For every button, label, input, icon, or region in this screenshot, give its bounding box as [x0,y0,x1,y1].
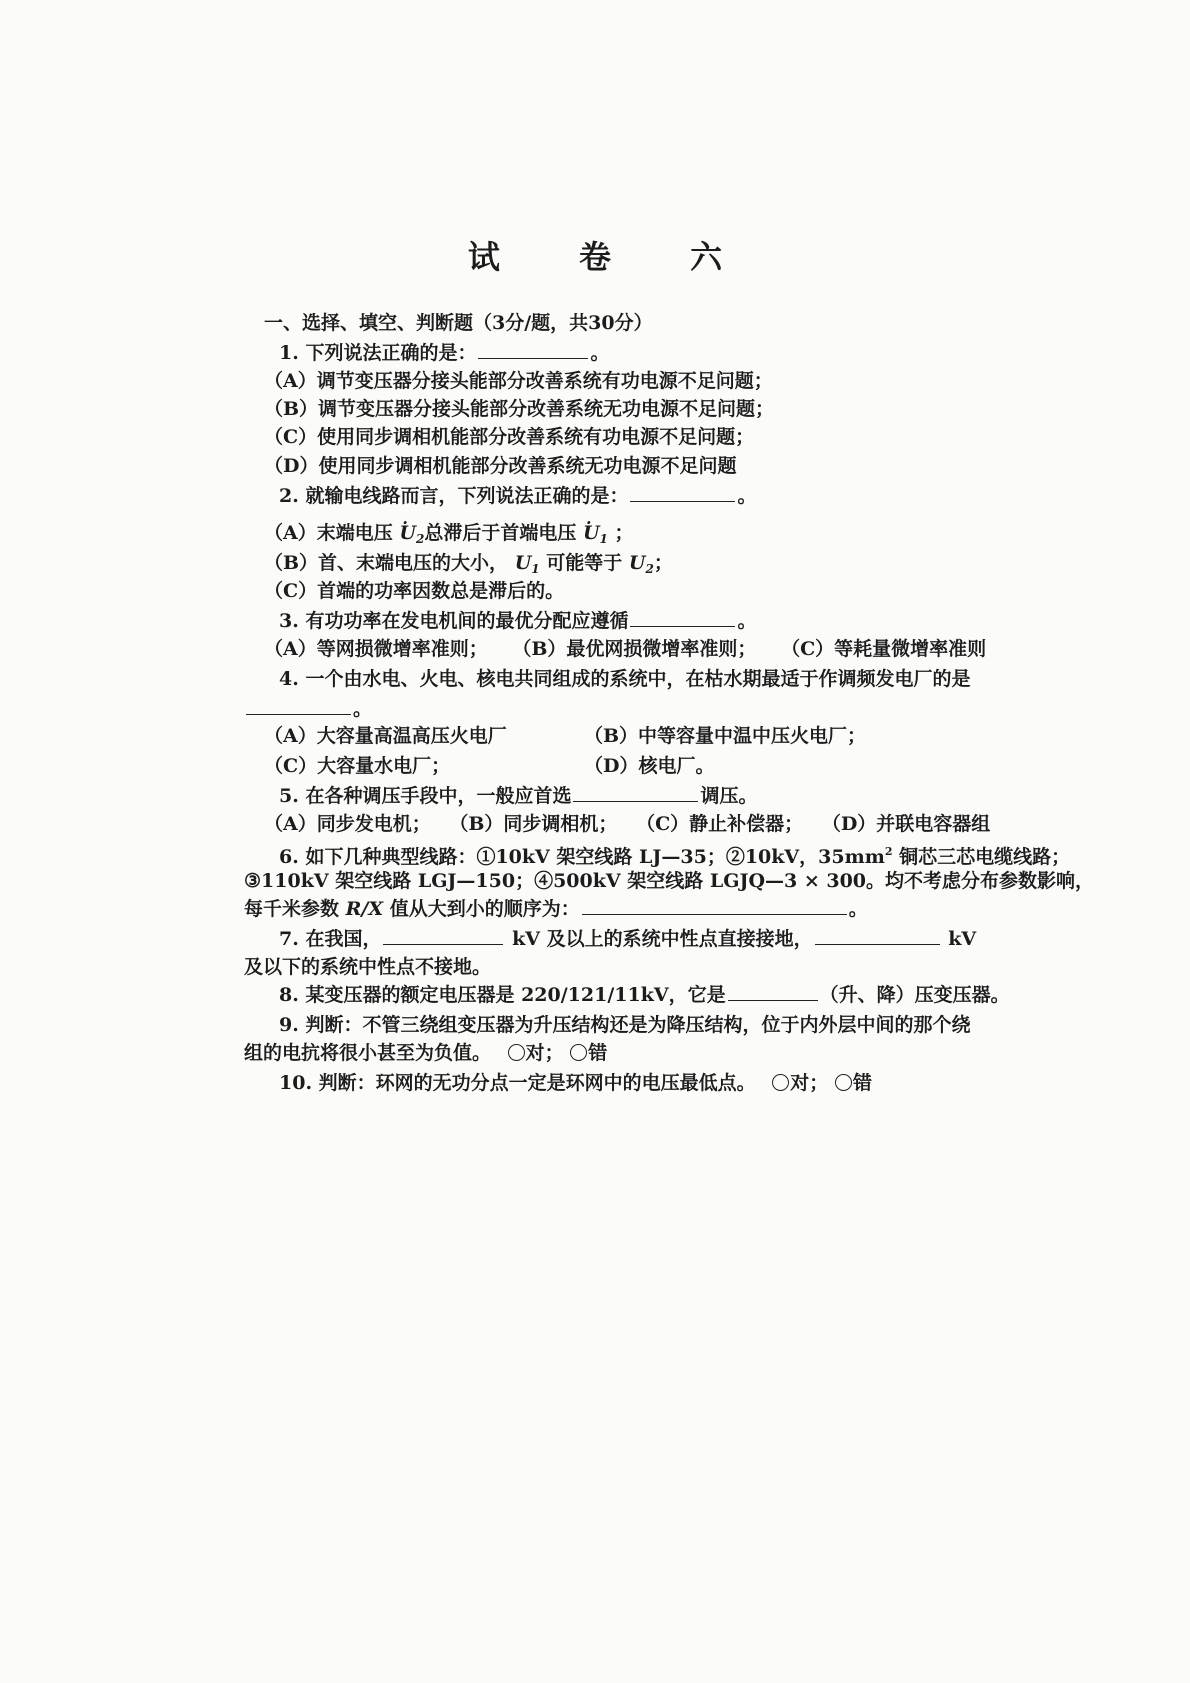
question-4-end: 。 [353,698,373,720]
question-6-line-3-post: 值从大到小的顺序为： [389,898,580,920]
question-2-text: 2. 就输电线路而言，下列说法正确的是： [279,485,629,507]
question-1-text: 1. 下列说法正确的是： [279,342,477,364]
question-9-line-2 [244,1038,607,1068]
question-4-option-d: （D）核电厂。 [584,755,715,777]
question-2-end: 。 [737,485,757,507]
u1-sub: 1 [531,562,540,576]
question-10-true-radio[interactable] [772,1074,789,1091]
voltage-u1-sub: 1 [599,532,608,546]
question-1-option-c: （C）使用同步调相机能部分改善系统有功电源不足问题； [264,426,755,448]
question-8-post: （升、降）压变压器。 [819,984,1010,1006]
question-6-line-1-pre: 6. 如下几种典型线路：①10kV 架空线路 LJ—35；②10kV，35mm [279,846,885,868]
q2-option-b-pre: （B）首、末端电压的大小， [264,552,509,574]
voltage-u2-sub: 2 [415,532,425,546]
question-6-line-3-pre: 每千米参数 [244,898,340,920]
question-5-option-c: （C）静止补偿器； [636,813,804,835]
question-9-true-radio[interactable] [508,1044,525,1061]
question-9-line-1: 9. 判断：不管三绕组变压器为升压结构还是为降压结构，位于内外层中间的那个绕 [279,1014,971,1036]
u2-letter: U [628,552,646,574]
question-10-false-label: 错 [852,1072,872,1094]
question-2-option-c: （C）首端的功率因数总是滞后的。 [264,580,565,602]
question-7-line-2: 及以下的系统中性点不接地。 [244,956,492,978]
question-9-false-label: 错 [588,1042,608,1064]
voltage-u1-symbol [583,522,608,544]
question-7-mid: kV 及以上的系统中性点直接接地， [512,928,813,950]
question-6-line-2: ③110kV 架空线路 LGJ—150；④500kV 架空线路 LGJQ—3 × 300。均不考虑分布参数影响， [244,870,1095,892]
question-6-line-3 [244,894,868,924]
question-5-end: 调压。 [700,785,758,807]
question-7-blank-2[interactable] [815,924,940,945]
question-7-pre: 7. 在我国， [279,928,382,950]
question-6-end: 。 [848,898,868,920]
question-5-options [264,809,990,839]
u1-symbol [515,552,540,574]
question-6-line-1-post: 铜芯三芯电缆线路； [892,846,1071,868]
question-5-stem [279,781,757,811]
question-5-text: 5. 在各种调压手段中，一般应首选 [279,785,572,807]
question-3-option-b: （B）最优网损微增率准则； [512,638,757,660]
question-2-stem [279,481,756,511]
question-1-stem [279,338,609,368]
u2-sub: 2 [645,562,654,576]
question-9-true-label: 对； [525,1042,564,1064]
u2-symbol [629,552,654,574]
question-6-var: R/X [345,898,384,920]
u1-letter: U [514,552,532,574]
question-4-option-a: （A）大容量高温高压火电厂 [264,725,507,747]
question-3-blank[interactable] [630,606,735,627]
question-5-blank[interactable] [573,781,698,802]
question-3-stem [279,606,756,636]
q2-option-b-mid: 可能等于 [546,552,623,574]
question-10-true-label: 对； [790,1072,829,1094]
question-1-option-b: （B）调节变压器分接头能部分改善系统无功电源不足问题； [264,398,775,420]
voltage-u2-letter: U [399,522,416,544]
q2-option-a-end: ； [614,522,634,544]
question-9-text: 组的电抗将很小甚至为负值。 [244,1042,492,1064]
question-3-text: 3. 有功功率在发电机间的最优分配应遵循 [279,610,629,632]
question-4-blank[interactable] [246,694,351,715]
question-4-options-row1 [264,721,867,751]
question-10-false-radio[interactable] [835,1074,852,1091]
question-2-blank[interactable] [630,481,735,502]
question-5-option-d: （D）并联电容器组 [821,813,991,835]
question-10-text: 10. 判断：环网的无功分点一定是环网中的电压最低点。 [279,1072,756,1094]
question-5-option-b: （B）同步调相机； [449,813,618,835]
question-7-line-1 [279,924,976,954]
section-heading-text: 一、选择、填空、判断题（3分/题，共30分） [264,312,653,334]
question-4-stem: 4. 一个由水电、火电、核电共同组成的系统中，在枯水期最适于作调频发电厂的是 [279,668,971,690]
question-8-pre: 8. 某变压器的额定电压器是 220/121/11kV，它是 [279,984,726,1006]
question-4-option-c: （C）大容量水电厂； [264,755,451,777]
question-4-option-b: （B）中等容量中温中压火电厂； [584,725,867,747]
question-6-sup: 2 [884,845,893,858]
question-1-option-d: （D）使用同步调相机能部分改善系统无功电源不足问题 [264,455,737,477]
question-3-option-c: （C）等耗量微增率准则 [781,638,987,660]
question-10 [279,1068,872,1098]
question-1-blank[interactable] [478,338,588,359]
q2-option-a-mid: 总滞后于首端电压 [424,522,577,544]
question-3-end: 。 [737,610,757,632]
question-7-blank-1[interactable] [383,924,503,945]
question-8-blank[interactable] [728,980,818,1001]
paper-title: 试 卷 六 [467,238,757,276]
question-6-blank[interactable] [582,894,847,915]
q2-option-a-pre: （A）末端电压 [264,522,393,544]
question-7-unit: kV [948,928,977,950]
question-9-false-radio[interactable] [570,1044,587,1061]
section-heading [264,308,653,338]
question-3-options [264,634,986,664]
question-3-option-a: （A）等网损微增率准则； [264,638,488,660]
question-8 [279,980,1010,1010]
question-4-options-row2 [264,751,715,781]
question-4-blank-line [244,694,372,724]
question-1-option-a: （A）调节变压器分接头能部分改善系统有功电源不足问题； [264,370,773,392]
q2-option-b-end: ； [653,552,673,574]
question-5-option-a: （A）同步发电机； [264,813,431,835]
voltage-u1-letter: U [582,522,600,544]
question-1-end: 。 [590,342,610,364]
voltage-u2-symbol [399,522,424,544]
